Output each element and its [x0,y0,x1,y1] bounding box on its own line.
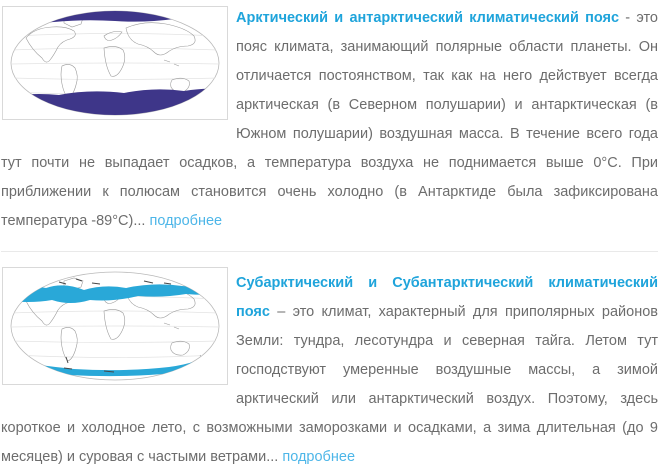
climate-section-subarctic [1,265,658,472]
arctic-climate-map-image [2,6,228,120]
arctic-more-link[interactable]: подробнее [149,213,223,229]
climate-section-arctic [1,0,658,236]
subarctic-section-text: – это климат, характерный для приполярных районов Земли: тундра, лесотундра и северная тайга. Летом тут господствуют умеренные воздушные массы, а зимой арктический или антарктический воздух. Поэтому, здесь короткое и холодное лето, с возможными заморозками и осадками, а зима длительная (до 9 месяцев) и суровая с частыми ветрами... [1,304,658,465]
arctic-section-text: - это пояс климата, занимающий полярные области планеты. Он отличается постоянством, так как на него действует всегда арктическая (в Северном полушарии) и антарктическая (в Южном полушарии) воздушная масса. В течение всего года тут почти не выпадает осадков, а температура воздуха не поднимается выше 0°С. При приближении к полюсам становится очень холодно (в Антарктиде была зафиксирована температура -89°С)... [1,10,658,229]
arctic-section-heading: Арктический и антарктический климатический пояс [236,10,620,26]
subarctic-climate-map-image [2,267,228,385]
subarctic-section-heading: Субарктический и Субантарктический климатический пояс [236,275,658,320]
world-map-arctic-icon [4,8,226,118]
world-map-subarctic-icon [4,269,226,383]
section-divider [1,251,658,252]
subarctic-more-link[interactable]: подробнее [282,449,356,465]
arctic-band [4,8,226,23]
